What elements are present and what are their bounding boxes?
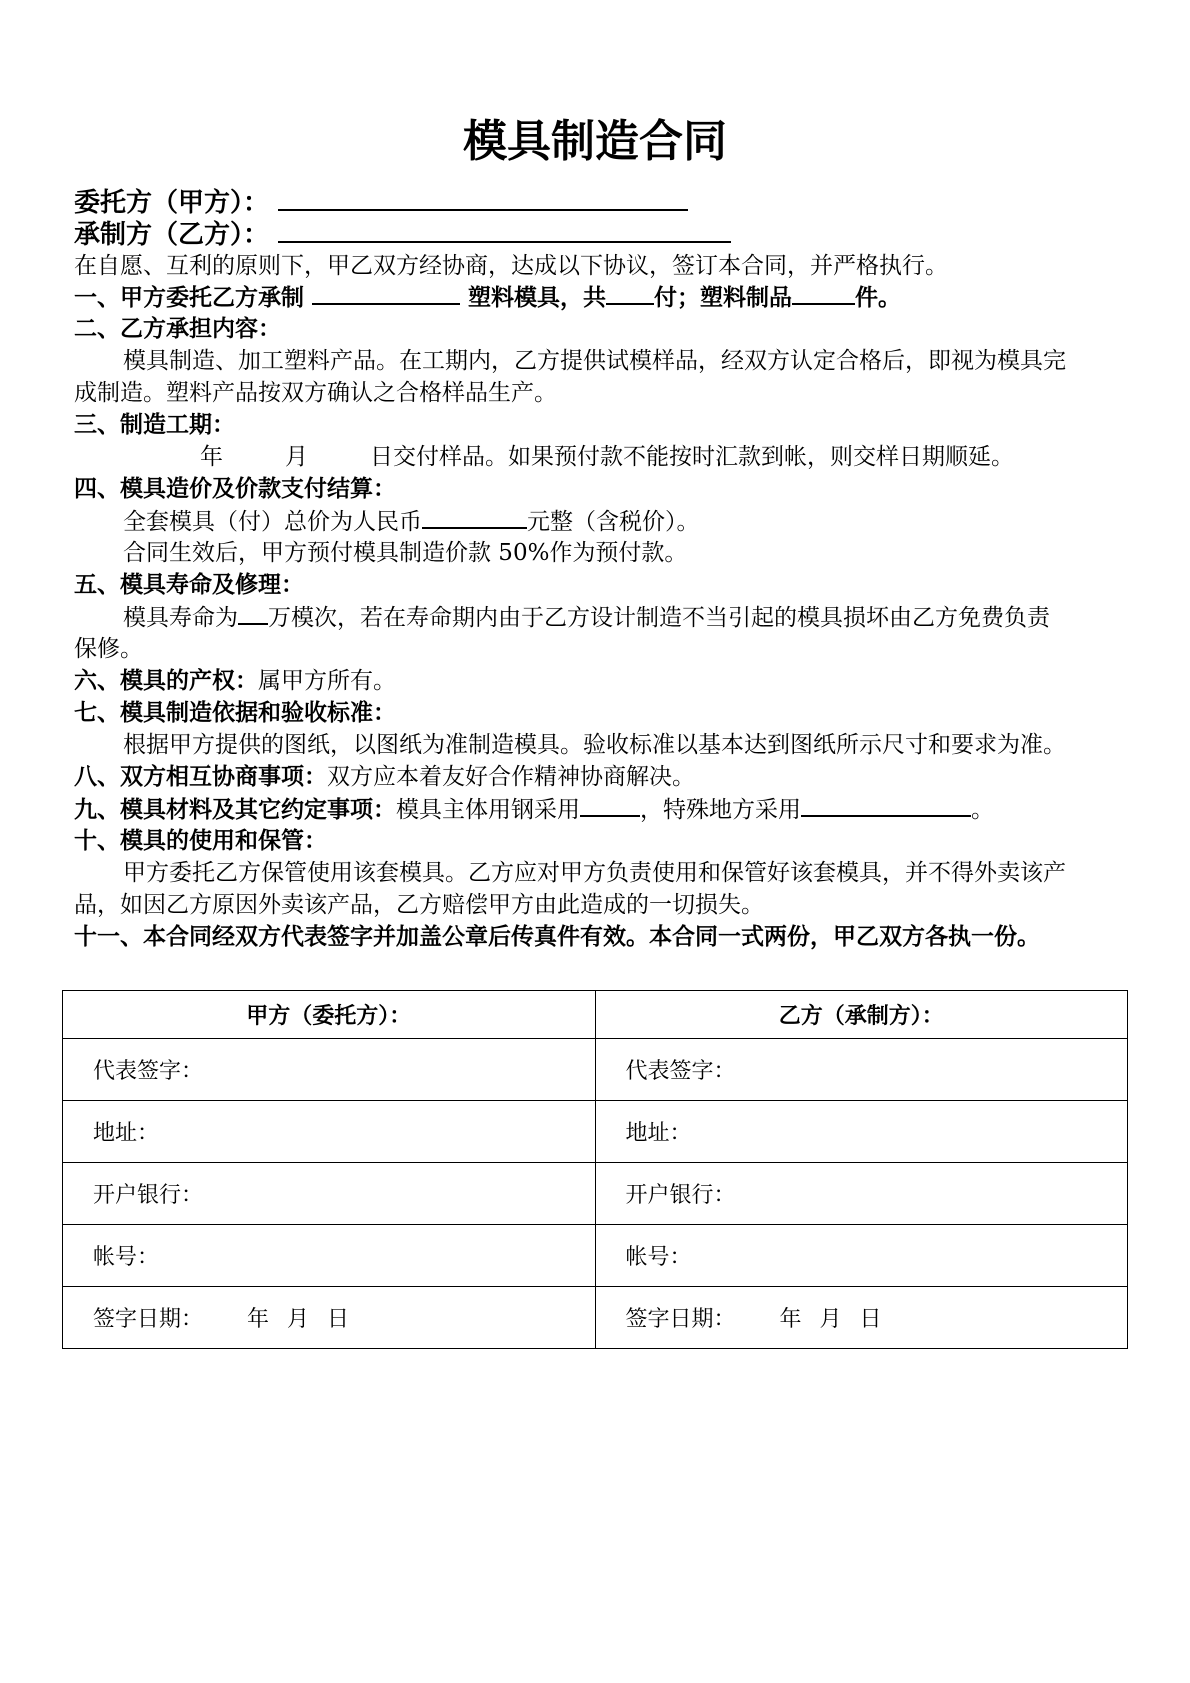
clause-1-part1: 一、甲方委托乙方承制 — [74, 284, 313, 311]
clause-9-text-b: ，特殊地方采用 — [640, 797, 801, 823]
total-price-suffix: 元整（含税价）。 — [527, 509, 700, 535]
party-b-label: 承制方（乙方）： — [74, 220, 270, 250]
clause-2-line1: 模具制造、加工塑料产品。在工期内，乙方提供试模样品，经双方认定合格后，即视为模具完 — [123, 348, 1066, 374]
clause-9-text-c: 。 — [971, 797, 994, 823]
address-row — [63, 1101, 1128, 1163]
clause-6 — [74, 665, 396, 697]
clause-6-heading: 六、模具的产权： — [74, 667, 258, 694]
clause-8 — [74, 761, 695, 793]
clause-1-part3: 付；塑料制品 — [654, 284, 793, 311]
clause-7-line1: 根据甲方提供的图纸，以图纸为准制造模具。验收标准以基本达到图纸所示尺寸和要求为准。 — [123, 732, 1066, 758]
party-b-blank[interactable] — [278, 219, 731, 243]
clause-7-heading: 七、模具制造依据和验收标准： — [74, 699, 396, 726]
clause-4-heading: 四、模具造价及价款支付结算： — [74, 475, 396, 502]
clause-4-line1 — [74, 505, 700, 538]
party-a-rep-cell[interactable]: 代表签字： — [63, 1039, 596, 1101]
mold-life-rest: 万模次，若在寿命期内由于乙方设计制造不当引起的模具损坏由乙方免费负责 — [268, 605, 1050, 631]
date-year: 年 — [779, 1307, 802, 1332]
clause-9 — [74, 793, 994, 826]
steel-blank[interactable] — [580, 793, 640, 817]
clause-3-line — [200, 441, 1014, 473]
party-b-bank-cell[interactable]: 开户银行： — [595, 1163, 1128, 1225]
date-day: 日 — [859, 1307, 882, 1332]
signature-table — [62, 990, 1128, 1349]
clause-3-rest: 日交付样品。如果预付款不能按时汇款到帐，则交样日期顺延。 — [370, 444, 1014, 470]
document-title: 模具制造合同 — [463, 116, 727, 167]
delivery-month: 月 — [285, 444, 308, 470]
clause-5-line1 — [74, 601, 1050, 634]
party-b-rep-cell[interactable]: 代表签字： — [595, 1039, 1128, 1101]
clause-9-heading: 九、模具材料及其它约定事项： — [74, 796, 396, 823]
clause-2-line2: 成制造。塑料产品按双方确认之合格样品生产。 — [74, 380, 557, 406]
party-b-date-cell[interactable] — [595, 1287, 1128, 1349]
clause-4-line2: 合同生效后，甲方预付模具制造价款 50%作为预付款。 — [123, 540, 688, 566]
total-price-blank[interactable] — [422, 505, 527, 529]
product-count-blank[interactable] — [792, 281, 855, 305]
delivery-year: 年 — [200, 444, 223, 470]
mold-count-blank[interactable] — [606, 281, 654, 305]
mold-life-blank[interactable] — [238, 601, 268, 625]
special-material-blank[interactable] — [801, 793, 971, 817]
party-b-account-cell[interactable]: 帐号： — [595, 1225, 1128, 1287]
party-a-label: 委托方（甲方）： — [74, 188, 270, 218]
date-month: 月 — [819, 1307, 842, 1332]
party-a-header: 甲方（委托方）： — [63, 991, 596, 1039]
party-a-blank[interactable] — [278, 187, 688, 211]
date-label: 签字日期： — [625, 1307, 736, 1332]
signature-header-row — [63, 991, 1128, 1039]
clause-3-heading: 三、制造工期： — [74, 411, 235, 438]
party-a-line — [74, 186, 688, 220]
total-price-label: 全套模具（付）总价为人民币 — [123, 509, 422, 535]
clause-1-part2: 塑料模具，共 — [460, 284, 607, 311]
mold-name-blank[interactable] — [312, 281, 460, 305]
clause-1-part4: 件。 — [855, 284, 902, 311]
date-row — [63, 1287, 1128, 1349]
clause-11: 十一、本合同经双方代表签字并加盖公章后传真件有效。本合同一式两份，甲乙双方各执一份。 — [74, 923, 1040, 950]
party-b-line — [74, 218, 731, 252]
party-a-bank-cell[interactable]: 开户银行： — [63, 1163, 596, 1225]
clause-10-line1: 甲方委托乙方保管使用该套模具。乙方应对甲方负责使用和保管好该套模具，并不得外卖该产 — [123, 860, 1066, 886]
clause-6-text: 属甲方所有。 — [258, 668, 396, 694]
date-label: 签字日期： — [93, 1307, 204, 1332]
party-a-date-cell[interactable] — [63, 1287, 596, 1349]
date-year: 年 — [247, 1307, 270, 1332]
date-day: 日 — [327, 1307, 350, 1332]
clause-10-line2: 品，如因乙方原因外卖该产品，乙方赔偿甲方由此造成的一切损失。 — [74, 892, 764, 918]
party-b-header: 乙方（承制方）： — [595, 991, 1128, 1039]
mold-life-label: 模具寿命为 — [123, 605, 238, 631]
clause-1 — [74, 281, 901, 314]
bank-row — [63, 1163, 1128, 1225]
clause-5-line2: 保修。 — [74, 636, 143, 662]
party-a-account-cell[interactable]: 帐号： — [63, 1225, 596, 1287]
party-a-address-cell[interactable]: 地址： — [63, 1101, 596, 1163]
clause-8-heading: 八、双方相互协商事项： — [74, 763, 327, 790]
rep-row — [63, 1039, 1128, 1101]
clause-8-text: 双方应本着友好合作精神协商解决。 — [327, 764, 695, 790]
clause-10-heading: 十、模具的使用和保管： — [74, 827, 327, 854]
intro-text: 在自愿、互利的原则下，甲乙双方经协商，达成以下协议，签订本合同，并严格执行。 — [74, 253, 948, 279]
clause-2-heading: 二、乙方承担内容： — [74, 315, 281, 342]
clause-5-heading: 五、模具寿命及修理： — [74, 571, 304, 598]
clause-9-text-a: 模具主体用钢采用 — [396, 797, 580, 823]
date-month: 月 — [287, 1307, 310, 1332]
party-b-address-cell[interactable]: 地址： — [595, 1101, 1128, 1163]
account-row — [63, 1225, 1128, 1287]
